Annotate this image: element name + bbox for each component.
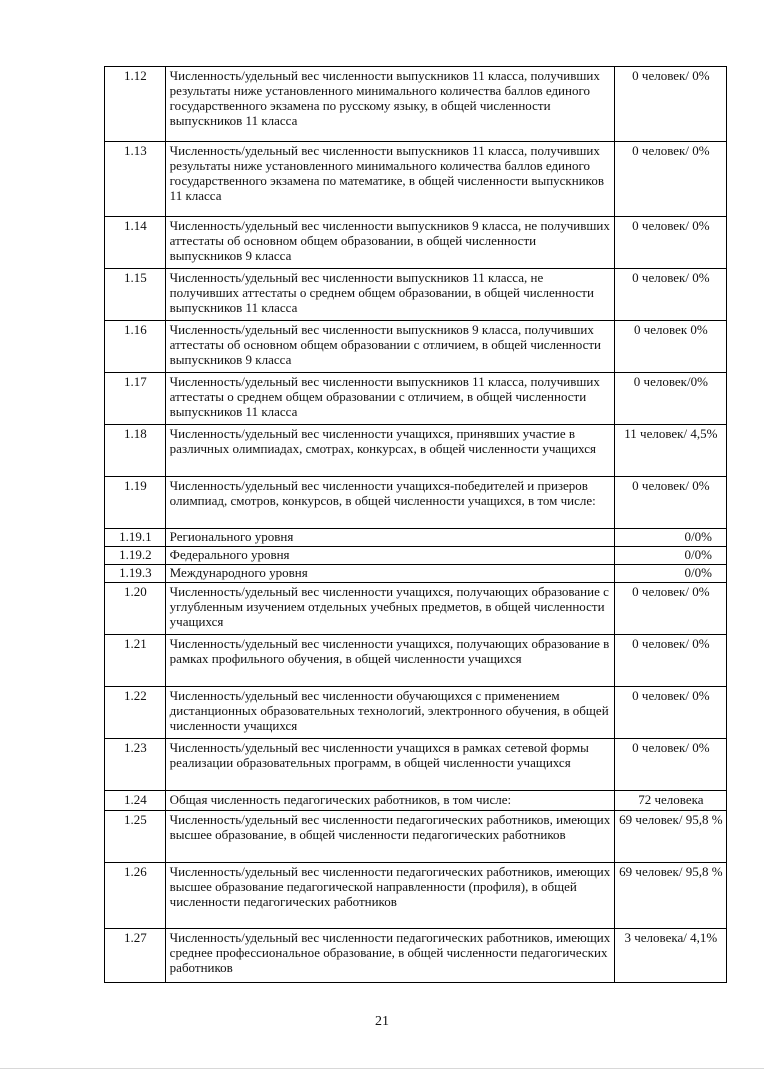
indicator-value: 0/0%	[614, 529, 726, 547]
indicator-text: Численность/удельный вес численности выпускников 9 класса, не получивших аттестаты об основном общем образовании, в общей численности выпускников 9 класса	[165, 217, 614, 269]
indicator-text: Численность/удельный вес численности учащихся в рамках сетевой формы реализации образовательных программ, в общей численности учащихся	[165, 739, 614, 791]
table-row	[105, 583, 727, 635]
indicator-text: Численность/удельный вес численности педагогических работников, имеющих высшее образование, в общей численности педагогических работников	[165, 811, 614, 863]
row-number: 1.14	[105, 217, 166, 269]
indicator-text: Численность/удельный вес численности выпускников 11 класса, получивших результаты ниже установленного минимального количества баллов единого государственного экзамена по русскому языку, в общей численности выпускников 11 класса	[165, 67, 614, 142]
indicator-value: 0 человек/ 0%	[614, 583, 726, 635]
row-number: 1.21	[105, 635, 166, 687]
table-row	[105, 565, 727, 583]
table-row	[105, 929, 727, 983]
table-row	[105, 739, 727, 791]
indicators-table	[104, 66, 727, 983]
row-number: 1.19.1	[105, 529, 166, 547]
row-number: 1.17	[105, 373, 166, 425]
indicator-value: 0 человек/ 0%	[614, 739, 726, 791]
row-number: 1.13	[105, 142, 166, 217]
row-number: 1.24	[105, 791, 166, 811]
table-row	[105, 142, 727, 217]
table-row	[105, 373, 727, 425]
indicator-value: 69 человек/ 95,8 %	[614, 811, 726, 863]
indicator-value: 11 человек/ 4,5%	[614, 425, 726, 477]
row-number: 1.22	[105, 687, 166, 739]
indicator-text: Общая численность педагогических работников, в том числе:	[165, 791, 614, 811]
table-row	[105, 547, 727, 565]
table-row	[105, 791, 727, 811]
indicator-text: Численность/удельный вес численности педагогических работников, имеющих среднее профессиональное образование, в общей численности педагогических работников	[165, 929, 614, 983]
table-row	[105, 321, 727, 373]
indicator-value: 0 человек 0%	[614, 321, 726, 373]
indicator-value: 0 человек/ 0%	[614, 687, 726, 739]
table-row	[105, 811, 727, 863]
table-row	[105, 67, 727, 142]
indicator-value: 0 человек/ 0%	[614, 269, 726, 321]
bottom-divider	[0, 1068, 764, 1069]
indicator-value: 3 человека/ 4,1%	[614, 929, 726, 983]
indicator-value: 69 человек/ 95,8 %	[614, 863, 726, 929]
indicator-value: 0 человек/0%	[614, 373, 726, 425]
row-number: 1.23	[105, 739, 166, 791]
indicator-text: Численность/удельный вес численности педагогических работников, имеющих высшее образование педагогической направленности (профиля), в общей численности педагогических работников	[165, 863, 614, 929]
indicator-text: Численность/удельный вес численности учащихся, принявших участие в различных олимпиадах, смотрах, конкурсах, в общей численности учащихся	[165, 425, 614, 477]
row-number: 1.18	[105, 425, 166, 477]
indicator-text: Международного уровня	[165, 565, 614, 583]
indicator-value: 0 человек/ 0%	[614, 635, 726, 687]
indicator-text: Численность/удельный вес численности выпускников 11 класса, не получивших аттестаты о среднем общем образовании, в общей численности выпускников 11 класса	[165, 269, 614, 321]
page-number: 21	[375, 1014, 389, 1029]
indicator-text: Регионального уровня	[165, 529, 614, 547]
indicator-value: 0/0%	[614, 565, 726, 583]
row-number: 1.19.3	[105, 565, 166, 583]
row-number: 1.19	[105, 477, 166, 529]
row-number: 1.27	[105, 929, 166, 983]
table-row	[105, 529, 727, 547]
row-number: 1.19.2	[105, 547, 166, 565]
indicator-text: Численность/удельный вес численности учащихся, получающих образование в рамках профильного обучения, в общей численности учащихся	[165, 635, 614, 687]
table-row	[105, 635, 727, 687]
table-row	[105, 687, 727, 739]
indicator-value: 72 человека	[614, 791, 726, 811]
indicator-text: Численность/удельный вес численности учащихся-победителей и призеров олимпиад, смотров, конкурсов, в общей численности учащихся, в том числе:	[165, 477, 614, 529]
indicator-value: 0 человек/ 0%	[614, 217, 726, 269]
indicator-value: 0 человек/ 0%	[614, 477, 726, 529]
indicator-value: 0 человек/ 0%	[614, 142, 726, 217]
indicator-text: Численность/удельный вес численности выпускников 9 класса, получивших аттестаты об основном общем образовании с отличием, в общей численности выпускников 9 класса	[165, 321, 614, 373]
row-number: 1.16	[105, 321, 166, 373]
row-number: 1.20	[105, 583, 166, 635]
indicator-value: 0 человек/ 0%	[614, 67, 726, 142]
table-row	[105, 269, 727, 321]
indicator-text: Численность/удельный вес численности обучающихся с применением дистанционных образовательных технологий, электронного обучения, в общей численности учащихся	[165, 687, 614, 739]
indicator-text: Численность/удельный вес численности учащихся, получающих образование с углубленным изучением отдельных учебных предметов, в общей численности учащихся	[165, 583, 614, 635]
table-row	[105, 425, 727, 477]
table-row	[105, 863, 727, 929]
table-row	[105, 217, 727, 269]
row-number: 1.12	[105, 67, 166, 142]
row-number: 1.15	[105, 269, 166, 321]
row-number: 1.26	[105, 863, 166, 929]
indicator-value: 0/0%	[614, 547, 726, 565]
table-row	[105, 477, 727, 529]
row-number: 1.25	[105, 811, 166, 863]
indicator-text: Федерального уровня	[165, 547, 614, 565]
indicator-text: Численность/удельный вес численности выпускников 11 класса, получивших результаты ниже установленного минимального количества баллов единого государственного экзамена по математике, в общей численности выпускников 11 класса	[165, 142, 614, 217]
indicator-text: Численность/удельный вес численности выпускников 11 класса, получивших аттестаты о среднем общем образовании с отличием, в общей численности выпускников 11 класса	[165, 373, 614, 425]
